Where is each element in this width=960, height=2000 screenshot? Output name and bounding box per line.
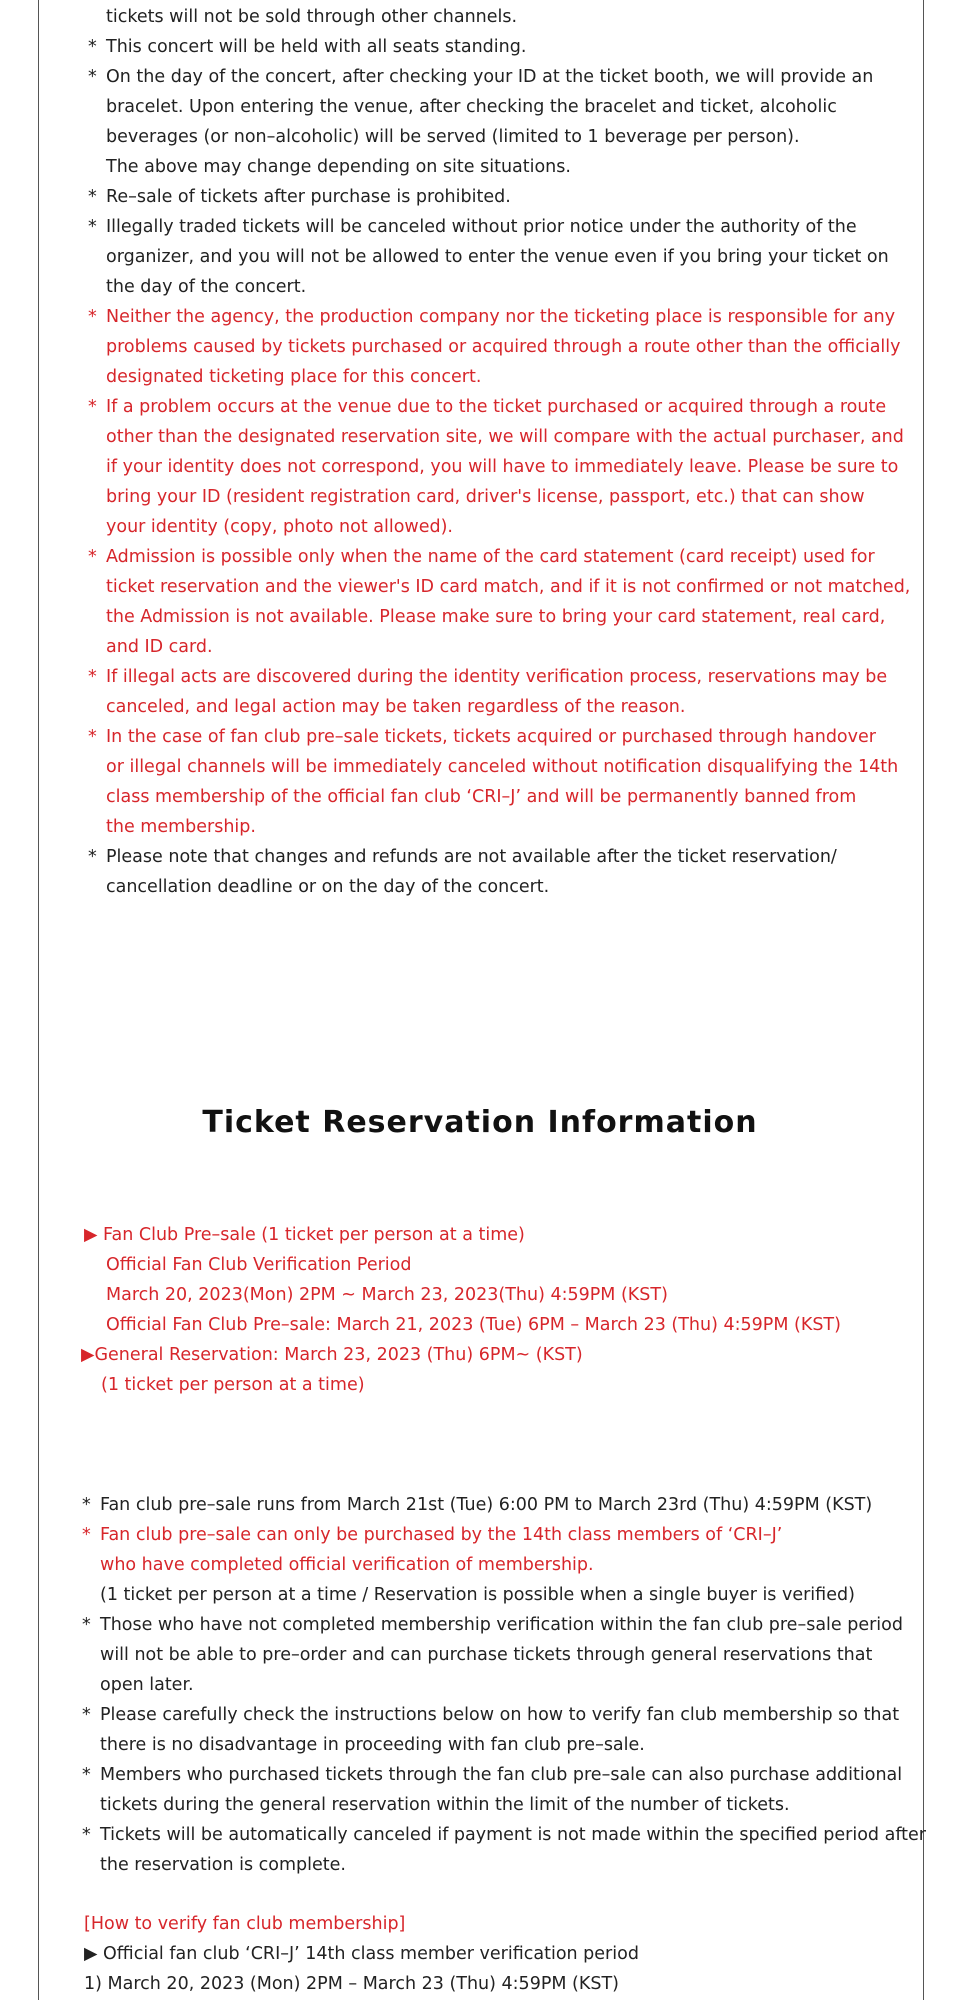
detail-item xyxy=(82,1760,902,1820)
detail-item-text xyxy=(100,1520,902,1580)
reservation-details-list xyxy=(82,1490,926,1880)
bullet-star-icon: * xyxy=(88,217,97,237)
text-line: bracelet. Upon entering the venue, after checking the bracelet and ticket, alcoholic xyxy=(106,97,837,117)
notice-list xyxy=(88,2,911,902)
text-line: (1 ticket per person at a time / Reservation is possible when a single buyer is verified) xyxy=(100,1585,855,1605)
fanclub-verification-period: March 20, 2023(Mon) 2PM ~ March 23, 2023(Thu) 4:59PM (KST) xyxy=(106,1285,668,1305)
section-title: Ticket Reservation Information xyxy=(202,1105,758,1140)
bullet-star-icon: * xyxy=(82,1705,91,1725)
notice-item xyxy=(88,2,888,32)
text-line: bring your ID (resident registration card, driver's license, passport, etc.) that can show xyxy=(106,487,865,507)
notice-item xyxy=(88,542,911,662)
bullet-star-icon: * xyxy=(88,397,97,417)
notice-item-text xyxy=(106,392,904,542)
fanclub-verification-label: Official Fan Club Verification Period xyxy=(106,1255,412,1275)
text-line: Illegally traded tickets will be canceled without prior notice under the authority of the xyxy=(106,217,857,237)
text-line: On the day of the concert, after checking your ID at the ticket booth, we will provide an xyxy=(106,67,874,87)
verification-block xyxy=(84,1909,639,1999)
text-line: who have completed official verification of membership. xyxy=(100,1555,594,1575)
bullet-star-icon: * xyxy=(82,1525,91,1545)
text-line: if your identity does not correspond, you will have to immediately leave. Please be sure to xyxy=(106,457,899,477)
fanclub-presale-heading: ▶ Fan Club Pre–sale (1 ticket per person at a time) xyxy=(84,1225,525,1245)
text-line: This concert will be held with all seats standing. xyxy=(106,37,527,57)
notice-item-text xyxy=(106,722,898,842)
general-reservation-limit: (1 ticket per person at a time) xyxy=(101,1375,365,1395)
notice-item xyxy=(88,842,888,902)
notice-item xyxy=(88,662,888,722)
text-line: or illegal channels will be immediately canceled without notification disqualifying the 14th xyxy=(106,757,899,777)
text-line: the day of the concert. xyxy=(106,277,307,297)
verification-period-heading: ▶ Official fan club ‘CRI–J’ 14th class member verification period xyxy=(84,1944,639,1964)
text-line: Please note that changes and refunds are not available after the ticket reservation/ xyxy=(106,847,837,867)
text-line: will not be able to pre–order and can purchase tickets through general reservations that xyxy=(100,1645,873,1665)
text-line: Tickets will be automatically canceled if payment is not made within the specified period after xyxy=(100,1825,926,1845)
text-line: and ID card. xyxy=(106,637,213,657)
bullet-star-icon xyxy=(82,1580,100,1610)
text-line: tickets during the general reservation within the limit of the number of tickets. xyxy=(100,1795,790,1815)
detail-item xyxy=(82,1700,902,1760)
fanclub-presale-period: Official Fan Club Pre–sale: March 21, 2023 (Tue) 6PM – March 23 (Thu) 4:59PM (KST) xyxy=(106,1315,841,1335)
notice-item xyxy=(88,302,901,392)
text-line: other than the designated reservation site, we will compare with the actual purchaser, and xyxy=(106,427,904,447)
notice-item-text xyxy=(106,62,888,182)
text-line: canceled, and legal action may be taken regardless of the reason. xyxy=(106,697,686,717)
text-line: Admission is possible only when the name of the card statement (card receipt) used for xyxy=(106,547,875,567)
notice-item-text xyxy=(106,662,888,722)
notice-item xyxy=(88,182,888,212)
notice-item-text xyxy=(106,842,888,902)
notice-item-text xyxy=(106,212,889,302)
bullet-star-icon: * xyxy=(88,67,97,87)
verification-heading: [How to verify fan club membership] xyxy=(84,1914,406,1934)
bullet-star-icon: * xyxy=(88,187,97,207)
text-line: The above may change depending on site situations. xyxy=(106,157,571,177)
notice-item-text xyxy=(106,2,888,32)
bullet-star-icon: * xyxy=(88,727,97,747)
text-line: your identity (copy, photo not allowed). xyxy=(106,517,453,537)
detail-item-text xyxy=(100,1580,902,1610)
bullet-star-icon: * xyxy=(82,1825,91,1845)
notice-item xyxy=(88,62,888,182)
general-reservation-heading: ▶General Reservation: March 23, 2023 (Thu) 6PM~ (KST) xyxy=(81,1345,583,1365)
text-line: In the case of fan club pre–sale tickets, tickets acquired or purchased through handover xyxy=(106,727,876,747)
text-line: beverages (or non–alcoholic) will be served (limited to 1 beverage per person). xyxy=(106,127,800,147)
bullet-star-icon: * xyxy=(88,667,97,687)
bullet-star-icon: * xyxy=(88,847,97,867)
detail-item xyxy=(82,1820,926,1880)
detail-item xyxy=(82,1580,902,1610)
notice-item xyxy=(88,32,888,62)
bullet-star-icon: * xyxy=(82,1495,91,1515)
detail-item-text xyxy=(100,1700,902,1760)
detail-item xyxy=(82,1610,902,1700)
notice-item xyxy=(88,392,904,542)
text-line: Those who have not completed membership verification within the fan club pre–sale period xyxy=(100,1615,903,1635)
text-line: Please carefully check the instructions below on how to verify fan club membership so that xyxy=(100,1705,900,1725)
notice-item-text xyxy=(106,182,888,212)
bullet-star-icon: * xyxy=(82,1615,91,1635)
verification-step-1: 1) March 20, 2023 (Mon) 2PM – March 23 (Thu) 4:59PM (KST) xyxy=(84,1974,619,1994)
detail-item xyxy=(82,1490,902,1520)
bullet-star-icon: * xyxy=(88,307,97,327)
text-line: If illegal acts are discovered during the identity verification process, reservations may be xyxy=(106,667,888,687)
detail-item xyxy=(82,1520,902,1580)
notice-item xyxy=(88,722,899,842)
text-line: ticket reservation and the viewer's ID card match, and if it is not confirmed or not matched, xyxy=(106,577,911,597)
detail-item-text xyxy=(100,1820,926,1880)
bullet-star-icon xyxy=(88,2,106,32)
detail-item-text xyxy=(100,1490,902,1520)
text-line: there is no disadvantage in proceeding with fan club pre–sale. xyxy=(100,1735,645,1755)
text-line: organizer, and you will not be allowed to enter the venue even if you bring your ticket on xyxy=(106,247,889,267)
text-line: problems caused by tickets purchased or acquired through a route other than the officially xyxy=(106,337,901,357)
text-line: the Admission is not available. Please make sure to bring your card statement, real card, xyxy=(106,607,886,627)
text-line: Re–sale of tickets after purchase is prohibited. xyxy=(106,187,511,207)
text-line: tickets will not be sold through other channels. xyxy=(106,7,518,27)
schedule-block xyxy=(81,1220,841,1400)
notice-item xyxy=(88,212,888,302)
notice-item-text xyxy=(106,542,910,662)
text-line: open later. xyxy=(100,1675,194,1695)
detail-item-text xyxy=(100,1760,902,1820)
bullet-star-icon: * xyxy=(88,37,97,57)
text-line: Fan club pre–sale can only be purchased by the 14th class members of ‘CRI–J’ xyxy=(100,1525,783,1545)
bullet-star-icon: * xyxy=(82,1765,91,1785)
text-line: If a problem occurs at the venue due to the ticket purchased or acquired through a route xyxy=(106,397,887,417)
text-line: Neither the agency, the production company nor the ticketing place is responsible for any xyxy=(106,307,896,327)
text-line: the reservation is complete. xyxy=(100,1855,346,1875)
text-line: designated ticketing place for this concert. xyxy=(106,367,482,387)
notice-item-text xyxy=(106,302,901,392)
text-line: Fan club pre–sale runs from March 21st (Tue) 6:00 PM to March 23rd (Thu) 4:59PM (KST) xyxy=(100,1495,873,1515)
bullet-star-icon: * xyxy=(88,547,97,567)
text-line: cancellation deadline or on the day of the concert. xyxy=(106,877,550,897)
text-line: the membership. xyxy=(106,817,256,837)
text-line: Members who purchased tickets through the fan club pre–sale can also purchase additional xyxy=(100,1765,903,1785)
notice-item-text xyxy=(106,32,888,62)
text-line: class membership of the official fan club ‘CRI–J’ and will be permanently banned from xyxy=(106,787,857,807)
detail-item-text xyxy=(100,1610,903,1700)
